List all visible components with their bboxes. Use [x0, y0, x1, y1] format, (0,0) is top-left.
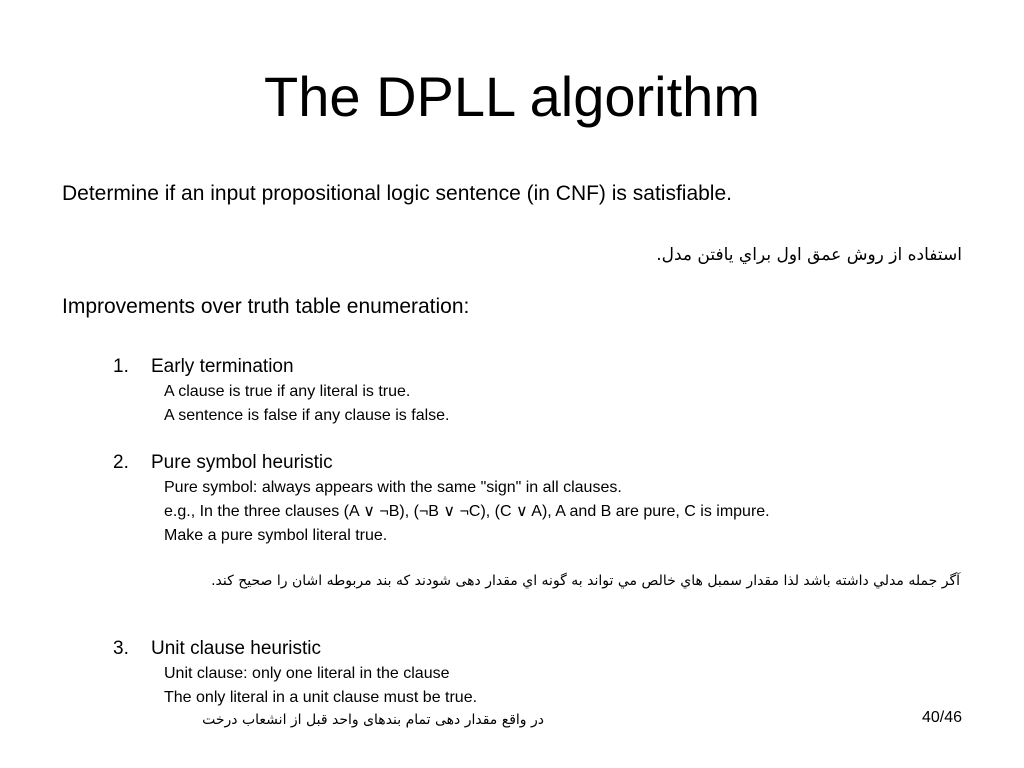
item-detail: Pure symbol: always appears with the same "sign" in all clauses. [164, 479, 622, 496]
item-number: 1. [113, 356, 129, 377]
item-detail: Make a pure symbol literal true. [164, 527, 388, 544]
item-label-unit-clause: Unit clause heuristic [151, 638, 322, 659]
item-label-early-termination: Early termination [151, 356, 294, 377]
slide-title: The DPLL algorithm [264, 65, 760, 128]
item-detail: Unit clause: only one literal in the clause [164, 665, 450, 682]
improvements-heading: Improvements over truth table enumeration: [62, 295, 470, 318]
item-detail: A clause is true if any literal is true. [164, 383, 411, 400]
item-number: 3. [113, 638, 129, 659]
pure-symbol-persian-note: آگر جمله مدلي داشته باشد لذا مقدار سمبل هاي خالص مي تواند به گونه اي مقدار دهی شودند که بند مربوطه اشان را صحيح کند. [211, 573, 960, 589]
item-detail: The only literal in a unit clause must be true. [164, 689, 478, 706]
item-detail: e.g., In the three clauses (A ∨ ¬B), (¬B ∨ ¬C), (C ∨ A), A and B are pure, C is impure. [164, 503, 770, 520]
intro-persian-text: استفاده از روش عمق اول براي يافتن مدل. [656, 245, 962, 265]
item-label-pure-symbol: Pure symbol heuristic [151, 452, 333, 473]
item-detail: A sentence is false if any clause is false. [164, 407, 450, 424]
item-number: 2. [113, 452, 129, 473]
intro-text: Determine if an input propositional logic sentence (in CNF) is satisfiable. [62, 182, 732, 205]
unit-clause-persian-note: در واقع مقدار دهی تمام بندهای واحد قبل از انشعاب درخت [202, 712, 544, 728]
page-number: 40/46 [921, 709, 962, 726]
